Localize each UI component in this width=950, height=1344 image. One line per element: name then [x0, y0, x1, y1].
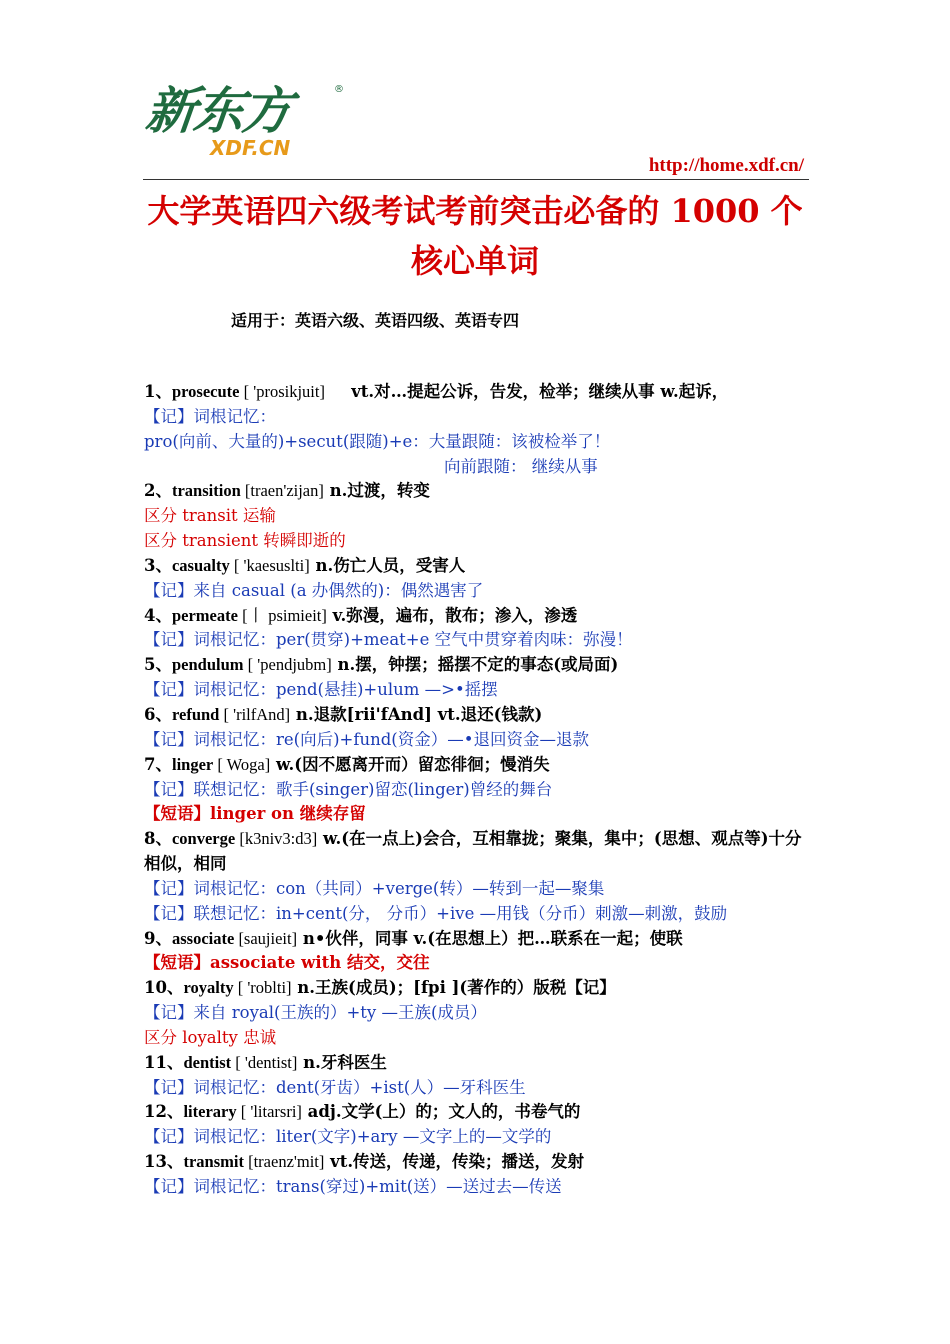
entry-headline: 3、casualty [ 'kaesuslti] n.伤亡人员，受害人 [144, 555, 466, 575]
memo-line: 【记】词根记忆：pend(悬挂)+ulum —>•摇摆 [144, 680, 498, 700]
header-divider [143, 179, 809, 180]
memo-line: 【记】联想记忆：歌手(singer)留恋(linger)曾经的舞台 [144, 779, 553, 799]
phrase-line: 【短语】linger on 继续存留 [144, 804, 366, 824]
memo-line: 【记】词根记忆：re(向后)+fund(资金）—•退回资金—退款 [144, 729, 589, 749]
xdf-logo [142, 82, 346, 162]
logo-english-text: XDF.CN [210, 136, 291, 160]
distinguish-line: 区分 loyalty 忠诚 [144, 1027, 277, 1047]
entry-headline: 9、associate [saujieit] n•伙伴，同事 v.(在思想上）把…联系在一起；使联 [144, 928, 683, 948]
entry-headline: 8、converge [k3niv3:d3] w.(在一点上)会合，互相靠拢；聚集，集中；(思想、观点等)十分 [144, 829, 802, 849]
entry-headline: 1、prosecute [ 'prosikjuit] vt.对…提起公诉，告发，检举；继续从事 w.起诉， [144, 382, 729, 401]
memo-line: 【记】词根记忆：trans(穿过)+mit(送）—送过去—传送 [144, 1177, 562, 1196]
entry-headline: 2、transition [traen'zijan] n.过渡，转变 [144, 481, 430, 501]
memo-line: 【记】词根记忆：per(贯穿)+meat+e 空气中贯穿着肉味：弥漫！ [144, 630, 633, 650]
entry-headline: 4、permeate [丨 psimieit] v.弥漫，遍布，散布；渗入，渗透 [144, 605, 578, 625]
distinguish-line: 区分 transient 转瞬即逝的 [144, 531, 346, 551]
memo-line: 【记】来自 royal(王族的）+ty —王族(成员） [144, 1003, 487, 1023]
site-url-link[interactable]: http://home.xdf.cn/ [648, 155, 804, 176]
memo-line: pro(向前、大量的)+secut(跟随)+e：大量跟随：该被检举了！ [144, 431, 611, 451]
entry-continuation: 相似，相同 [144, 854, 227, 874]
entry-headline: 6、refund [ 'rilfAnd] n.退款[rii'fAnd] vt.退还(钱款) [144, 704, 543, 724]
entry-headline: 13、transmit [traenz'mit] vt.传送，传递，传染；播送，发射 [144, 1152, 585, 1172]
phrase-line: 【短语】associate with 结交，交往 [144, 953, 430, 973]
applies-to-line: 适用于：英语六级、英语四级、英语专四 [231, 311, 520, 330]
logo-registered-mark: ® [334, 84, 344, 95]
memo-line: 【记】联想记忆：in+cent(分， 分币）+ive —用钱（分币）刺激—刺激，鼓励 [144, 903, 728, 923]
memo-line: 向前跟随： 继续从事 [444, 456, 598, 476]
word-entries [144, 380, 810, 1200]
memo-line: 【记】词根记忆：dent(牙齿）+ist(人）—牙科医生 [144, 1077, 526, 1097]
logo-chinese-text: 新东方 [142, 82, 294, 140]
entry-headline: 11、dentist [ 'dentist] n.牙科医生 [144, 1052, 387, 1072]
entry-headline: 10、royalty [ 'roblti] n.王族(成员)；[fpi ](著作的）版税【记】 [144, 978, 616, 998]
entry-headline: 5、pendulum [ 'pendjubm] n.摆，钟摆；摇摆不定的事态(或局面) [144, 655, 619, 675]
document-title: 大学英语四六级考试考前突击必备的 1000 个核心单词 [147, 192, 803, 280]
memo-line: 【记】来自 casual (a 办偶然的)：偶然遇害了 [144, 580, 484, 600]
distinguish-line: 区分 transit 运输 [144, 506, 276, 526]
entry-headline: 12、literary [ 'litarsri] adj.文学(上）的；文人的，书卷气的 [144, 1102, 581, 1122]
entry-headline: 7、linger [ Woga] w.(因不愿离开而）留恋徘徊；慢消失 [144, 754, 550, 774]
memo-line: 【记】词根记忆：con（共同）+verge(转）—转到一起—聚集 [144, 878, 605, 898]
memo-line: 【记】词根记忆： [144, 406, 276, 426]
memo-line: 【记】词根记忆：liter(文字)+ary —文字上的—文学的 [144, 1127, 552, 1147]
